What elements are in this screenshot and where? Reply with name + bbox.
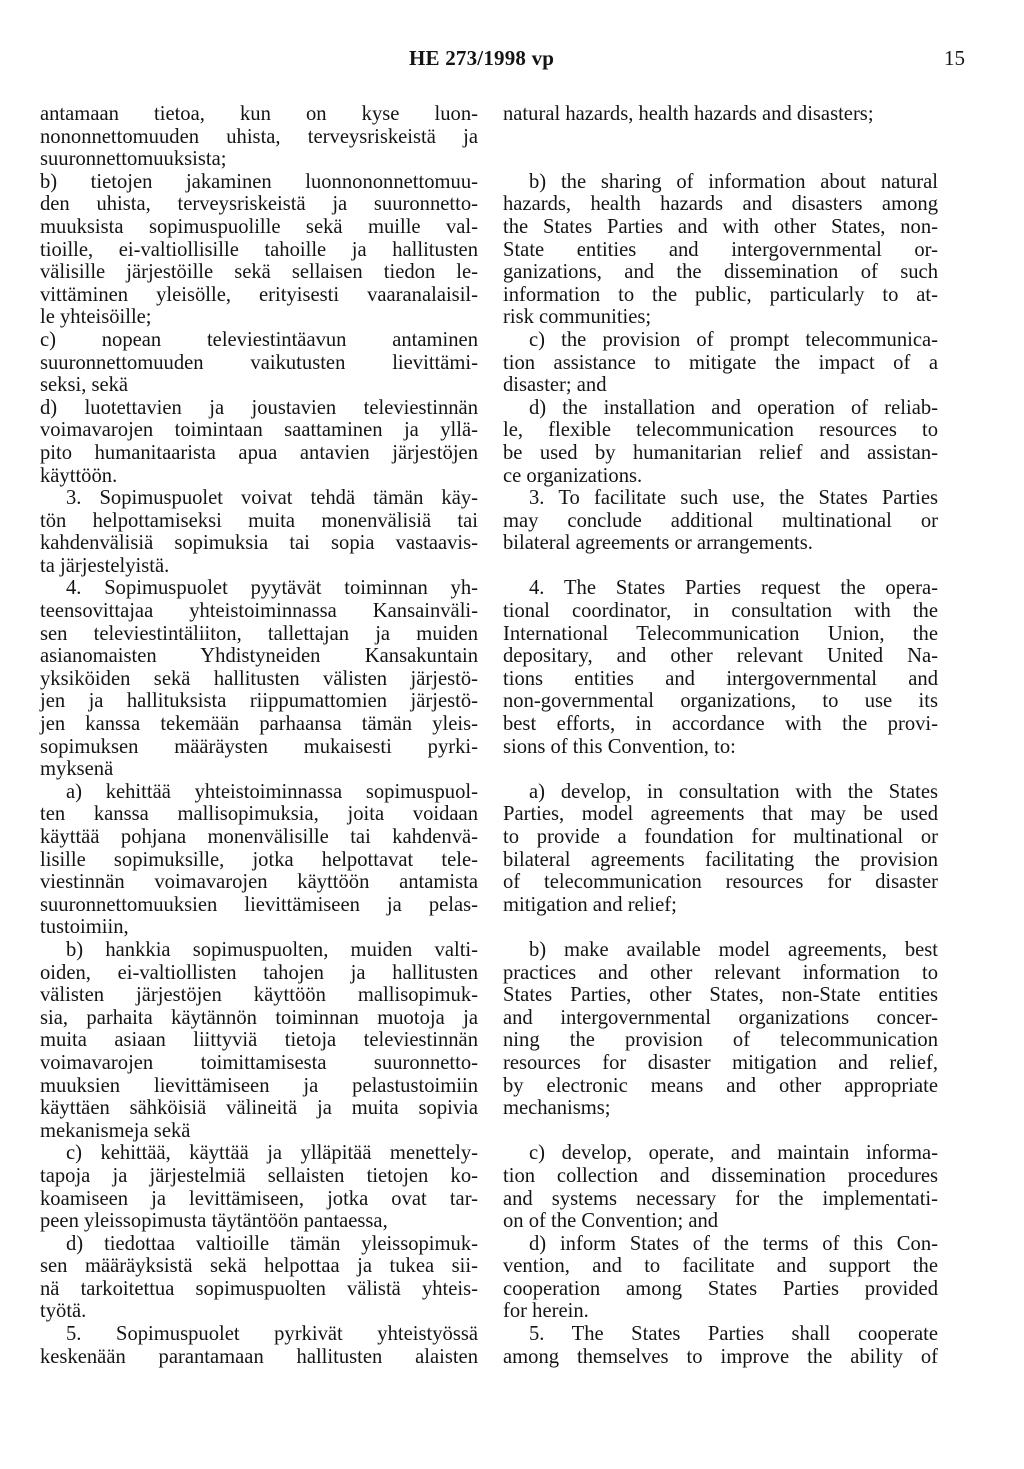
finnish-text-line: työtä. <box>40 1300 87 1323</box>
finnish-text-line: ten kanssa mallisopimuksia, joita voidaan <box>40 803 478 826</box>
finnish-text-line: b) tietojen jakaminen luonnononnettomuu- <box>40 170 478 193</box>
english-text-line <box>503 1120 938 1143</box>
english-text-column <box>503 103 938 1368</box>
finnish-text-line: nä tarkoitettua sopimuspuolten välistä yhteis- <box>40 1277 478 1300</box>
page-number: 15 <box>944 46 965 70</box>
finnish-text-line: suuronnettomuuksista; <box>40 148 227 171</box>
english-text-line: among themselves to improve the ability of <box>503 1345 938 1368</box>
english-text-line: ning the provision of telecommunication <box>503 1029 938 1052</box>
finnish-text-line: tioille, ei-valtiollisille tahoille ja hallitusten <box>40 238 478 261</box>
english-text-line: the States Parties and with other States, non- <box>503 215 938 238</box>
english-text-line: le, flexible telecommunication resources to <box>503 419 938 442</box>
finnish-text-line: ta järjestelyistä. <box>40 554 170 577</box>
finnish-text-line: oiden, ei-valtiollisten tahojen ja hallitusten <box>40 961 478 984</box>
english-text-line: mitigation and relief; <box>503 893 677 916</box>
english-text-line: 4. The States Parties request the opera- <box>529 577 938 600</box>
finnish-text-line: c) kehittää, käyttää ja ylläpitää menettely- <box>66 1142 478 1165</box>
english-text-line: and intergovernmental organizations concer- <box>503 1006 938 1029</box>
english-text-line: c) the provision of prompt telecommunica- <box>529 328 938 351</box>
english-text-line: disaster; and <box>503 374 607 397</box>
finnish-text-line: muuksista sopimuspuolille sekä muille val- <box>40 215 478 238</box>
finnish-text-line: d) tiedottaa valtioille tämän yleissopimuk- <box>66 1232 478 1255</box>
english-text-line: ce organizations. <box>503 464 643 487</box>
finnish-text-line: 4. Sopimuspuolet pyytävät toiminnan yh- <box>66 577 478 600</box>
english-text-line: d) the installation and operation of reliab- <box>529 396 938 419</box>
english-text-line: State entities and intergovernmental or- <box>503 238 938 261</box>
finnish-text-line: sen määräyksistä sekä helpottaa ja tukea sii- <box>40 1255 478 1278</box>
finnish-text-line: välisille järjestöille sekä sellaisen tiedon le- <box>40 261 478 284</box>
english-text-line: depositary, and other relevant United Na- <box>503 645 938 668</box>
finnish-text-line: d) luotettavien ja joustavien televiestinnän <box>40 396 478 419</box>
finnish-text-line: jen ja hallituksista riippumattomien järjestö- <box>40 690 478 713</box>
finnish-text-line: myksenä <box>40 758 114 781</box>
finnish-text-line: den uhista, terveysriskeistä ja suuronnetto- <box>40 193 478 216</box>
finnish-text-line: asianomaisten Yhdistyneiden Kansakuntain <box>40 645 478 668</box>
finnish-text-line: käyttöön. <box>40 464 118 487</box>
english-text-line: of telecommunication resources for disaster <box>503 871 938 894</box>
finnish-text-line: vittäminen yleisölle, erityisesti vaaranalaisil- <box>40 283 478 306</box>
english-text-line: 3. To facilitate such use, the States Parties <box>529 487 938 510</box>
english-text-line: b) the sharing of information about natural <box>529 170 938 193</box>
finnish-text-line: mekanismeja sekä <box>40 1119 191 1142</box>
english-text-line: by electronic means and other appropriate <box>503 1074 938 1097</box>
finnish-text-line: muita asiaan liittyviä tietoja televiestinnän <box>40 1029 478 1052</box>
finnish-text-line: sopimuksen määräysten mukaisesti pyrki- <box>40 735 478 758</box>
finnish-text-line: lisille sopimuksille, jotka helpottavat tele- <box>40 848 478 871</box>
english-text-line: tional coordinator, in consultation with the <box>503 600 938 623</box>
english-text-line: ganizations, and the dissemination of such <box>503 261 938 284</box>
english-text-line <box>503 126 938 149</box>
english-text-line: be used by humanitarian relief and assistan- <box>503 441 938 464</box>
english-text-line: a) develop, in consultation with the States <box>529 780 938 803</box>
english-text-line: tions entities and intergovernmental and <box>503 667 938 690</box>
english-text-line: on of the Convention; and <box>503 1210 719 1233</box>
finnish-text-line: tustoimiin, <box>40 916 129 939</box>
english-text-line: Parties, model agreements that may be used <box>503 803 938 826</box>
finnish-text-line: nononnettomuuden uhista, terveysriskeistä ja <box>40 125 478 148</box>
finnish-text-line: kahdenvälisiä sopimuksia tai sopia vastaavis- <box>40 532 478 555</box>
english-text-line <box>503 758 938 781</box>
english-text-line: practices and other relevant information to <box>503 961 938 984</box>
finnish-text-line: c) nopean televiestintäavun antaminen <box>40 328 478 351</box>
finnish-text-line: voimavarojen toimintaan saattaminen ja yllä- <box>40 419 478 442</box>
finnish-text-line: teensovittajaa yhteistoiminnassa Kansainväli- <box>40 600 478 623</box>
english-text-line: sions of this Convention, to: <box>503 735 736 758</box>
finnish-text-line: jen kanssa tekemään parhaansa tämän yleis- <box>40 713 478 736</box>
finnish-text-line: 5. Sopimuspuolet pyrkivät yhteistyössä <box>66 1323 478 1346</box>
english-text-line: bilateral agreements facilitating the provision <box>503 848 938 871</box>
english-text-line: States Parties, other States, non-State entities <box>503 984 938 1007</box>
english-text-line: tion collection and dissemination procedures <box>503 1164 938 1187</box>
document-title: HE 273/1998 vp <box>409 46 555 70</box>
finnish-text-column <box>40 103 478 1368</box>
finnish-text-line: suuronnettomuuden vaikutusten lievittämi- <box>40 351 478 374</box>
english-text-line: tion assistance to mitigate the impact of a <box>503 351 938 374</box>
finnish-text-line: käyttää pohjana monenvälisille tai kahdenvä- <box>40 826 478 848</box>
finnish-text-line: tön helpottamiseksi muita monenvälisiä tai <box>40 509 478 532</box>
finnish-text-line: koamiseen ja levittämiseen, jotka ovat tar- <box>40 1187 478 1210</box>
english-text-line: b) make available model agreements, best <box>529 938 938 961</box>
finnish-text-line: viestinnän voimavarojen käyttöön antamista <box>40 871 478 894</box>
english-text-line: information to the public, particularly to at- <box>503 283 938 306</box>
finnish-text-line: antamaan tietoa, kun on kyse luon- <box>40 103 478 125</box>
finnish-text-line: käyttäen sähköisiä välineitä ja muita sopivia <box>40 1097 478 1120</box>
english-text-line <box>503 555 938 578</box>
finnish-text-line: pito humanitaarista apua antavien järjestöjen <box>40 441 478 464</box>
english-text-line: best efforts, in accordance with the provi- <box>503 713 938 736</box>
english-text-line: risk communities; <box>503 306 652 329</box>
english-text-line: to provide a foundation for multinational or <box>503 826 938 848</box>
finnish-text-line: b) hankkia sopimuspuolten, muiden valti- <box>66 938 478 961</box>
english-text-line: natural hazards, health hazards and disasters; <box>503 103 874 125</box>
finnish-text-line: yksiköiden sekä hallitusten välisten järjestö- <box>40 667 478 690</box>
english-text-line: non-governmental organizations, to use its <box>503 690 938 713</box>
finnish-text-line: suuronnettomuuksien lievittämiseen ja pelas- <box>40 893 478 916</box>
english-text-line: 5. The States Parties shall cooperate <box>529 1323 938 1346</box>
english-text-line: International Telecommunication Union, the <box>503 622 938 645</box>
english-text-line <box>503 148 938 171</box>
finnish-text-line: a) kehittää yhteistoiminnassa sopimuspuol- <box>66 780 478 803</box>
finnish-text-line: tapoja ja järjestelmiä sellaisten tietojen ko- <box>40 1164 478 1187</box>
english-text-line: d) inform States of the terms of this Con- <box>529 1232 938 1255</box>
finnish-text-line: seksi, sekä <box>40 374 129 397</box>
english-text-line: cooperation among States Parties provided <box>503 1277 938 1300</box>
english-text-line: bilateral agreements or arrangements. <box>503 532 813 555</box>
english-text-line: resources for disaster mitigation and relief, <box>503 1051 938 1074</box>
finnish-text-line: le yhteisöille; <box>40 306 152 329</box>
english-text-line: hazards, health hazards and disasters among <box>503 193 938 216</box>
english-text-line: mechanisms; <box>503 1097 611 1120</box>
page-header <box>0 46 1024 76</box>
finnish-text-line: sen televiestintäliiton, tallettajan ja muiden <box>40 622 478 645</box>
finnish-text-line: peen yleissopimusta täytäntöön pantaessa, <box>40 1210 388 1233</box>
english-text-line: vention, and to facilitate and support the <box>503 1255 938 1278</box>
finnish-text-line: sia, parhaita käytännön toiminnan muotoja ja <box>40 1006 478 1029</box>
finnish-text-line: keskenään parantamaan hallitusten alaisten <box>40 1345 478 1368</box>
english-text-line: c) develop, operate, and maintain informa- <box>529 1142 938 1165</box>
finnish-text-line: välisten järjestöjen käyttöön mallisopimuk- <box>40 984 478 1007</box>
finnish-text-line: voimavarojen toimittamisesta suuronnetto- <box>40 1051 478 1074</box>
finnish-text-line: muuksien lievittämiseen ja pelastustoimiin <box>40 1074 478 1097</box>
english-text-line: and systems necessary for the implementati- <box>503 1187 938 1210</box>
english-text-line: may conclude additional multinational or <box>503 509 938 532</box>
finnish-text-line: 3. Sopimuspuolet voivat tehdä tämän käy- <box>66 487 478 510</box>
english-text-line <box>503 916 938 939</box>
english-text-line: for herein. <box>503 1300 589 1323</box>
